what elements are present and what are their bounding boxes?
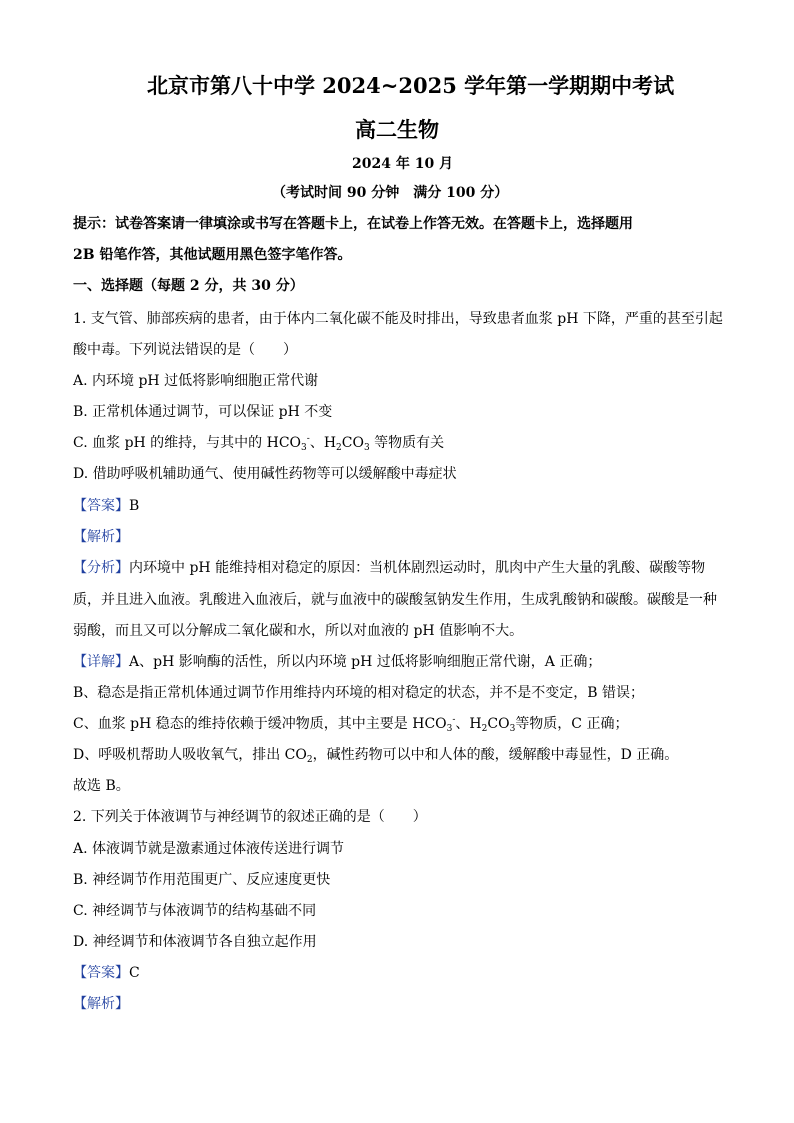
detail-text: D、呼吸机帮助人吸收氧气，排出 CO: [73, 747, 307, 763]
formula-superscript: -: [452, 715, 456, 725]
q1-answer: [73, 495, 139, 515]
q2-stem: 2. 下列关于体液调节与神经调节的叙述正确的是（ ）: [73, 809, 427, 825]
formula-subscript: 3: [363, 443, 370, 453]
formula-subscript: 2: [481, 724, 488, 734]
subject-title: 高二生物: [355, 117, 439, 142]
notice-line-1: 提示：试卷答案请一律填涂或书写在答题卡上，在试卷上作答无效。在答题卡上，选择题用: [73, 216, 633, 232]
detail-text: 、H: [455, 716, 482, 732]
detail-text: 等物质，C 正确；: [515, 716, 629, 732]
exam-info: （考试时间 90 分钟 满分 100 分）: [272, 185, 509, 201]
fenxi-tag: 【分析】: [73, 560, 129, 576]
q1-detail-b: B、稳态是指正常机体通过调节作用维持内环境的相对稳定的状态，并不是不变定，B 错误；: [73, 685, 645, 701]
detail-text: C、血浆 pH 稳态的维持依赖于缓冲物质，其中主要是 HCO: [73, 716, 447, 732]
q1-option-a: A. 内环境 pH 过低将影响细胞正常代谢: [73, 373, 319, 389]
q1-detail-c: [73, 713, 628, 734]
exam-date: 2024 年 10 月: [352, 156, 454, 172]
q2-analysis-tag: 【解析】: [73, 996, 129, 1012]
answer-tag: 【答案】: [73, 965, 129, 981]
q2-option-d: D. 神经调节和体液调节各自独立起作用: [73, 934, 317, 950]
answer-value: B: [129, 498, 140, 514]
answer-value: C: [129, 965, 140, 981]
q1-option-c-text: CO: [341, 435, 364, 451]
formula-subscript: 3: [446, 724, 453, 734]
q1-analysis-tag: 【解析】: [73, 529, 129, 545]
q1-option-c-text: C. 血浆 pH 的维持，与其中的 HCO: [73, 435, 302, 451]
q2-option-c: C. 神经调节与体液调节的结构基础不同: [73, 903, 317, 919]
q2-answer: [73, 962, 140, 982]
detail-text: CO: [487, 716, 510, 732]
formula-superscript: -: [306, 434, 310, 444]
detail-tag: 【详解】: [73, 654, 129, 670]
formula-subscript: 3: [509, 724, 516, 734]
q1-conclusion: 故选 B。: [73, 778, 130, 794]
q2-option-a: A. 体液调节就是激素通过体液传送进行调节: [73, 841, 345, 857]
q1-option-c-text: 、H: [309, 435, 337, 451]
detail-text: A、pH 影响酶的活性，所以内环境 pH 过低将影响细胞正常代谢，A 正确；: [129, 654, 602, 670]
q1-detail-a: [73, 651, 601, 671]
q1-option-d: D. 借助呼吸机辅助通气、使用碱性药物等可以缓解酸中毒症状: [73, 466, 457, 482]
formula-subscript: 3: [301, 443, 307, 453]
q1-fenxi-line-1: [73, 557, 705, 577]
fenxi-text: 内环境中 pH 能维持相对稳定的原因：当机体剧烈运动时，肌肉中产生大量的乳酸、碳酸等物: [129, 560, 706, 576]
detail-text: ，碱性药物可以中和人体的酸，缓解酸中毒显性，D 正确。: [312, 747, 679, 763]
q1-option-c-text: 等物质有关: [369, 435, 445, 451]
q1-option-c: [73, 432, 444, 453]
section-heading: 一、选择题（每题 2 分，共 30 分）: [73, 278, 304, 294]
q1-fenxi-line-2: 质，并且进入血液。乳酸进入血液后，就与血液中的碳酸氢钠发生作用，生成乳酸钠和碳酸。碳酸是一种: [73, 592, 717, 608]
q1-detail-d: [73, 744, 678, 765]
q1-stem-line-1: 1. 支气管、肺部疾病的患者，由于体内二氧化碳不能及时排出，导致患者血浆 pH 下降，严重的甚至引起: [73, 311, 723, 327]
q1-stem-line-2: 酸中毒。下列说法错误的是（ ）: [73, 342, 297, 358]
notice-line-2: 2B 铅笔作答，其他试题用黑色签字笔作答。: [73, 247, 352, 263]
formula-subscript: 2: [336, 443, 342, 453]
formula-subscript: 2: [306, 755, 313, 765]
answer-tag: 【答案】: [73, 498, 129, 514]
q1-option-b: B. 正常机体通过调节，可以保证 pH 不变: [73, 404, 333, 420]
exam-title: 北京市第八十中学 2024~2025 学年第一学期期中考试: [147, 73, 675, 98]
q1-fenxi-line-3: 弱酸，而且又可以分解成二氧化碳和水，所以对血液的 pH 值影响不大。: [73, 623, 524, 639]
q2-option-b: B. 神经调节作用范围更广、反应速度更快: [73, 872, 331, 888]
